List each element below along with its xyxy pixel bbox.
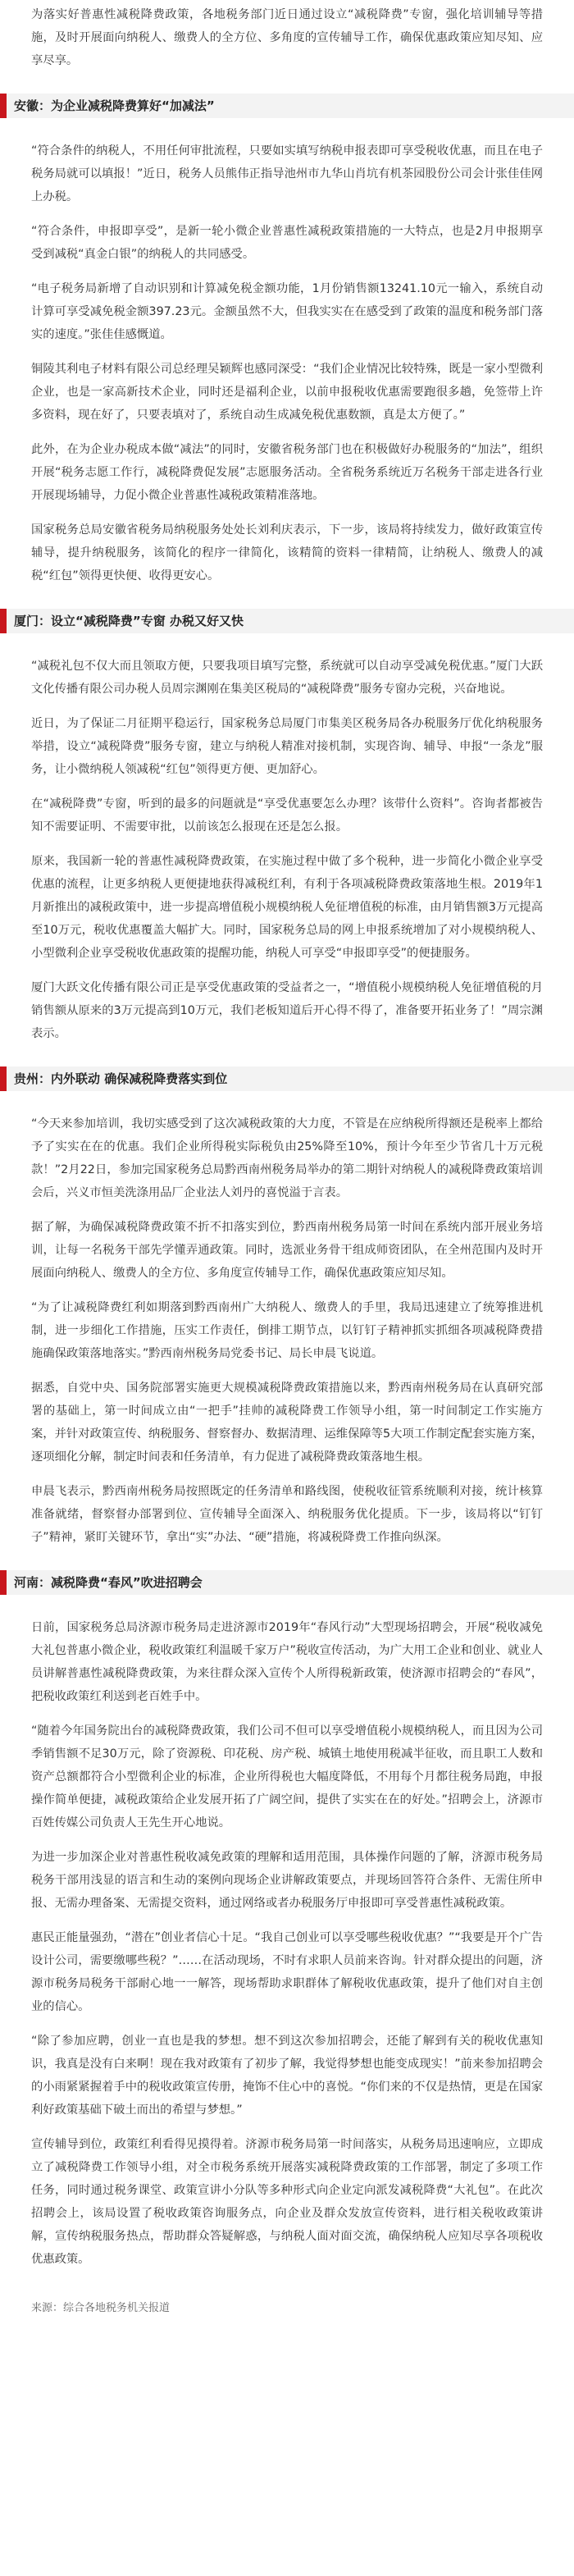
paragraph: 国家税务总局安徽省税务局纳税服务处处长刘利庆表示，下一步，该局将持续发力，做好政策宣传辅导，提升纳税服务，该简化的程序一律简化，该精简的资料一律精简，让纳税人、缴费人的减税“红包”领得更快便、收得更安心。	[31, 523, 543, 582]
section-accent-bar	[0, 609, 7, 633]
article	[0, 3, 574, 2323]
section-header	[0, 94, 574, 118]
paragraph: 为进一步加深企业对普惠性税收减免政策的理解和适用范围，具体操作问题的了解，济源市税务局税务干部用浅显的语言和生动的案例向现场企业讲解政策要点，并现场回答符合条件、无需住所申报、无需办理备案、无需提交资料，通过网络或者办税服务厅申报即可享受普惠性减税政策。	[31, 1851, 543, 1910]
section-header	[0, 1570, 574, 1595]
intro-block	[0, 3, 574, 72]
paragraph: 申晨飞表示，黔西南州税务局按照既定的任务清单和路线图，使税收征管系统顺利对接，统计核算准备就绪，督察督办部署到位、宣传辅导全面深入、纳税服务优化提质。下一步，该局将以“钉钉子”精神，紧盯关键环节，拿出“实”办法、“硬”措施，将减税降费工作推向纵深。	[31, 1485, 543, 1544]
paragraph: 在“减税降费”专窗，听到的最多的问题就是“享受优惠要怎么办理？该带什么资料”。咨询者都被告知不需要证明、不需要审批，以前该怎么报现在还是怎么报。	[31, 797, 543, 834]
section-body	[0, 139, 574, 587]
paragraph: “今天来参加培训，我切实感受到了这次减税政策的大力度，不管是在应纳税所得额还是税率上都给予了实实在在的优惠。我们企业所得税实际税负由25%降至10%，预计今年至少节省几十万元税款！”2月22日，参加完国家税务总局黔西南州税务局举办的第二期针对纳税人的减税降费政策培训会后，兴义市恒美洗涤用品厂企业法人刘丹的喜悦溢于言表。	[31, 1117, 543, 1199]
section-title: 贵州：内外联动 确保减税降费落实到位	[14, 1071, 228, 1086]
source-line: 来源：综合各地税务机关报道	[31, 2302, 171, 2314]
paragraph: “电子税务局新增了自动识别和计算减免税金额功能，1月份销售额13241.10元一输入，系统自动计算可享受减免税金额397.23元。金额虽然不大，但我实实在在感受到了政策的温度和税务部门落实的速度。”张佳佳感慨道。	[31, 282, 543, 341]
section-accent-bar	[0, 94, 7, 118]
paragraph: 日前，国家税务总局济源市税务局走进济源市2019年“春风行动”大型现场招聘会，开展“税收减免大礼包普惠小微企业，税收政策红利温暖千家万户”税收宣传活动，为广大用工企业和创业、就业人员讲解普惠性减税降费政策，为来往群众深入宣传个人所得税新政策，使济源市招聘会的“春风”，把税收政策红利送到老百姓手中。	[31, 1621, 543, 1703]
paragraph: “为了让减税降费红利如期落到黔西南州广大纳税人、缴费人的手里，我局迅速建立了统筹推进机制，进一步细化工作措施，压实工作责任，倒排工期节点，以钉钉子精神抓实抓细各项减税降费措施确保政策落地落实。”黔西南州税务局党委书记、局长申晨飞说道。	[31, 1301, 543, 1360]
paragraph: 近日，为了保证二月征期平稳运行，国家税务总局厦门市集美区税务局各办税服务厅优化纳税服务举措，设立“减税降费”服务专窗，建立与纳税人精准对接机制，实现咨询、辅导、申报“一条龙”服务，让小微纳税人领减税“红包”领得更方便、更加舒心。	[31, 717, 543, 776]
section-body	[0, 655, 574, 1045]
section-title: 河南：减税降费“春风”吹进招聘会	[14, 1575, 203, 1590]
paragraph: 铜陵其利电子材料有限公司总经理吴颖辉也感同深受：“我们企业情况比较特殊，既是一家小型微利企业，也是一家高新技术企业，同时还是福利企业，以前申报税收优惠需要跑很多趟，免签带上许多资料，现在好了，只要表填对了，系统自动生成减免税优惠数额，真是太方便了。”	[31, 363, 543, 422]
section-header	[0, 1066, 574, 1091]
paragraph: “符合条件，申报即享受”，是新一轮小微企业普惠性减税政策措施的一大特点，也是2月申报期享受到减税“真金白银”的纳税人的共同感受。	[31, 225, 543, 261]
section-accent-bar	[0, 1570, 7, 1595]
section-header	[0, 609, 574, 633]
section-body	[0, 1616, 574, 2271]
section-title: 厦门：设立“减税降费”专窗 办税又好又快	[14, 614, 244, 628]
paragraph: “减税礼包不仅大而且领取方便，只要我项目填写完整，系统就可以自动享受减免税优惠。”厦门大跃文化传播有限公司办税人员周宗渊刚在集美区税局的“减税降费”服务专窗办完税，兴奋地说。	[31, 660, 543, 696]
section-body	[0, 1112, 574, 1549]
paragraph: 惠民正能量强劲，“潜在”创业者信心十足。“我自己创业可以享受哪些税收优惠？”“我要是开个广告设计公司，需要缴哪些税？”……在活动现场，不时有求职人员前来咨询。针对群众提出的问题，济源市税务局税务干部耐心地一一解答，现场帮助求职群体了解税收优惠政策，提升了他们对自主创业的信心。	[31, 1931, 543, 2013]
paragraph: 据悉，自党中央、国务院部署实施更大规模减税降费政策措施以来，黔西南州税务局在认真研究部署的基础上，第一时间成立由“一把手”挂帅的减税降费工作领导小组，第一时间制定工作实施方案，并针对政策宣传、纳税服务、督察督办、数据清理、运维保障等5大项工作制定配套实施方案，逐项细化分解，制定时间表和任务清单，有力促进了减税降费政策落地生根。	[31, 1382, 543, 1464]
paragraph: 原来，我国新一轮的普惠性减税降费政策，在实施过程中做了多个税种，进一步简化小微企业享受优惠的流程，让更多纳税人更便捷地获得减税红利，有利于各项减税降费政策落地生根。2019年1月新推出的减税政策中，进一步提高增值税小规模纳税人免征增值税的标准，由月销售额3万元提高至10万元，税收优惠覆盖大幅扩大。同时，国家税务总局的网上申报系统增加了对小规模纳税人、小型微利企业享受税收优惠政策的提醒功能，纳税人可享受“申报即享受”的便捷服务。	[31, 855, 543, 960]
section-accent-bar	[0, 1066, 7, 1091]
paragraph: 据了解，为确保减税降费政策不折不扣落实到位，黔西南州税务局第一时间在系统内部开展业务培训，让每一名税务干部先学懂弄通政策。同时，选派业务骨干组成师资团队，在全州范围内及时开展面向纳税人、缴费人的全方位、多角度宣传辅导工作，确保优惠政策应知尽知。	[31, 1221, 543, 1280]
paragraph: “随着今年国务院出台的减税降费政策，我们公司不但可以享受增值税小规模纳税人，而且因为公司季销售额不足30万元，除了资源税、印花税、房产税、城镇土地使用税减半征收，而且职工人数和资产总额都符合小型微利企业的标准，企业所得税也大幅度降低，不用每个月都往税务局跑，申报操作简单便捷，减税政策给企业发展开拓了广阔空间，提供了实实在在的好处。”招聘会上，济源市百姓传媒公司负责人王先生开心地说。	[31, 1724, 543, 1829]
paragraph: “符合条件的纳税人，不用任何审批流程，只要如实填写纳税申报表即可享受税收优惠，而且在电子税务局就可以填报！”近日，税务人员熊伟正指导池州市九华山肖坑有机茶园股份公司会计张佳佳网上办税。	[31, 144, 543, 203]
sections	[0, 94, 574, 2271]
section-title: 安徽：为企业减税降费算好“加减法”	[14, 98, 215, 113]
paragraph: 此外，在为企业办税成本做“减法”的同时，安徽省税务部门也在积极做好办税服务的“加法”，组织开展“税务志愿工作行，减税降费促发展”志愿服务活动。全省税务系统近万名税务干部走进各行业开展现场辅导，力促小微企业普惠性减税政策精准落地。	[31, 443, 543, 502]
paragraph: “除了参加应聘，创业一直也是我的梦想。想不到这次参加招聘会，还能了解到有关的税收优惠知识，我真是没有白来啊！现在我对政策有了初步了解，我觉得梦想也能变成现实！”前来参加招聘会的小雨紧紧握着手中的税收政策宣传册，掩饰不住心中的喜悦。“你们来的不仅是热情，更是在国家利好政策基础下破土而出的希望与梦想。”	[31, 2035, 543, 2117]
paragraph: 厦门大跃文化传播有限公司正是享受优惠政策的受益者之一，“增值税小规模纳税人免征增值税的月销售额从原来的3万元提高到10万元，我们老板知道后开心得不得了，准备要开拓业务了！”周宗渊表示。	[31, 981, 543, 1040]
paragraph: 宣传辅导到位，政策红利看得见摸得着。济源市税务局第一时间落实，从税务局迅速响应，立即成立了减税降费工作领导小组，对全市税务系统开展落实减税降费政策的工作部署，制定了多项工作任务，同时通过税务课堂、政策宣讲小分队等多种形式向企业定向派发减税降费“大礼包”。在此次招聘会上，该局设置了税收政策咨询服务点，向企业及群众发放宣传资料，进行相关税收政策讲解，宣传纳税服务热点，帮助群众答疑解惑，与纳税人面对面交流，确保纳税人应知尽享各项税收优惠政策。	[31, 2138, 543, 2266]
intro-paragraph: 为落实好普惠性减税降费政策，各地税务部门近日通过设立“减税降费”专窗，强化培训辅导等措施，及时开展面向纳税人、缴费人的全方位、多角度的宣传辅导工作，确保优惠政策应知尽知、应享尽享。	[31, 8, 543, 67]
